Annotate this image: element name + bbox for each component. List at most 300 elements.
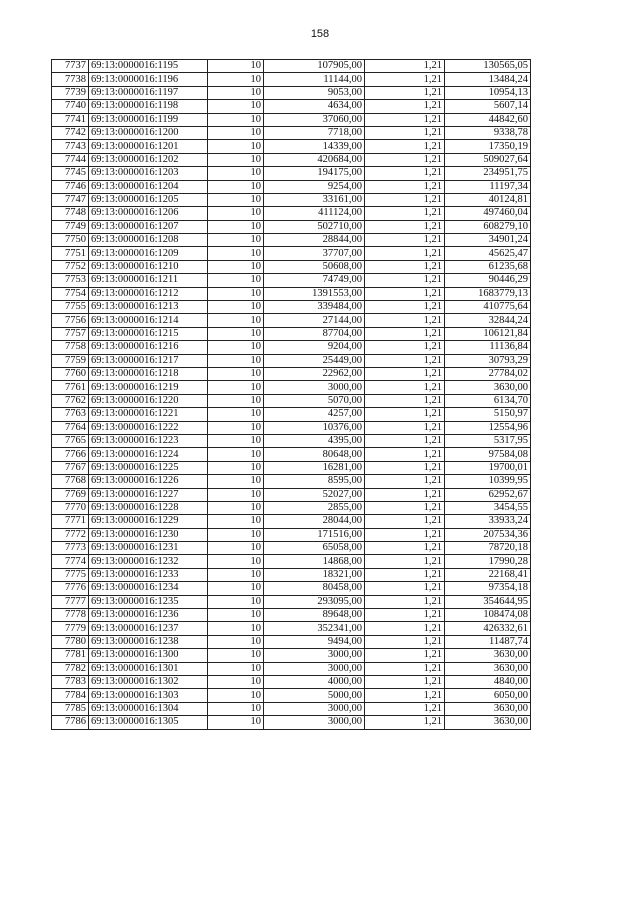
coefficient-cell: 1,21 bbox=[365, 394, 445, 407]
cadastral-number-cell: 69:13:0000016:1210 bbox=[89, 260, 208, 273]
table-row bbox=[52, 60, 531, 73]
rate-cell: 10 bbox=[208, 702, 264, 715]
value-cell: 28044,00 bbox=[264, 515, 365, 528]
rate-cell: 10 bbox=[208, 167, 264, 180]
rate-cell: 10 bbox=[208, 193, 264, 206]
value-cell: 194175,00 bbox=[264, 167, 365, 180]
rate-cell: 10 bbox=[208, 341, 264, 354]
value-cell: 11144,00 bbox=[264, 73, 365, 86]
row-number-cell: 7764 bbox=[52, 421, 89, 434]
rate-cell: 10 bbox=[208, 716, 264, 729]
value-cell: 339484,00 bbox=[264, 301, 365, 314]
rate-cell: 10 bbox=[208, 689, 264, 702]
value-cell: 33161,00 bbox=[264, 193, 365, 206]
row-number-cell: 7752 bbox=[52, 260, 89, 273]
value-cell: 4000,00 bbox=[264, 675, 365, 688]
table-row bbox=[52, 622, 531, 635]
rate-cell: 10 bbox=[208, 220, 264, 233]
table-row bbox=[52, 595, 531, 608]
coefficient-cell: 1,21 bbox=[365, 675, 445, 688]
table-row bbox=[52, 716, 531, 729]
result-cell: 45625,47 bbox=[445, 247, 531, 260]
coefficient-cell: 1,21 bbox=[365, 341, 445, 354]
rate-cell: 10 bbox=[208, 622, 264, 635]
table-row bbox=[52, 461, 531, 474]
rate-cell: 10 bbox=[208, 528, 264, 541]
rate-cell: 10 bbox=[208, 434, 264, 447]
result-cell: 3630,00 bbox=[445, 702, 531, 715]
coefficient-cell: 1,21 bbox=[365, 354, 445, 367]
cadastral-number-cell: 69:13:0000016:1213 bbox=[89, 301, 208, 314]
value-cell: 293095,00 bbox=[264, 595, 365, 608]
result-cell: 3630,00 bbox=[445, 716, 531, 729]
rate-cell: 10 bbox=[208, 649, 264, 662]
row-number-cell: 7755 bbox=[52, 301, 89, 314]
value-cell: 74749,00 bbox=[264, 274, 365, 287]
coefficient-cell: 1,21 bbox=[365, 434, 445, 447]
row-number-cell: 7779 bbox=[52, 622, 89, 635]
table-row bbox=[52, 367, 531, 380]
rate-cell: 10 bbox=[208, 501, 264, 514]
table-row bbox=[52, 73, 531, 86]
result-cell: 6134,70 bbox=[445, 394, 531, 407]
coefficient-cell: 1,21 bbox=[365, 327, 445, 340]
value-cell: 50608,00 bbox=[264, 260, 365, 273]
table-row bbox=[52, 260, 531, 273]
row-number-cell: 7782 bbox=[52, 662, 89, 675]
coefficient-cell: 1,21 bbox=[365, 274, 445, 287]
cadastral-number-cell: 69:13:0000016:1228 bbox=[89, 501, 208, 514]
table-row bbox=[52, 475, 531, 488]
table-row bbox=[52, 341, 531, 354]
row-number-cell: 7740 bbox=[52, 100, 89, 113]
row-number-cell: 7775 bbox=[52, 568, 89, 581]
rate-cell: 10 bbox=[208, 314, 264, 327]
cadastral-number-cell: 69:13:0000016:1301 bbox=[89, 662, 208, 675]
coefficient-cell: 1,21 bbox=[365, 193, 445, 206]
row-number-cell: 7783 bbox=[52, 675, 89, 688]
rate-cell: 10 bbox=[208, 274, 264, 287]
value-cell: 8595,00 bbox=[264, 475, 365, 488]
coefficient-cell: 1,21 bbox=[365, 367, 445, 380]
cadastral-number-cell: 69:13:0000016:1196 bbox=[89, 73, 208, 86]
row-number-cell: 7756 bbox=[52, 314, 89, 327]
row-number-cell: 7750 bbox=[52, 234, 89, 247]
table-row bbox=[52, 126, 531, 139]
table-row bbox=[52, 515, 531, 528]
rate-cell: 10 bbox=[208, 555, 264, 568]
cadastral-number-cell: 69:13:0000016:1233 bbox=[89, 568, 208, 581]
coefficient-cell: 1,21 bbox=[365, 381, 445, 394]
cadastral-number-cell: 69:13:0000016:1229 bbox=[89, 515, 208, 528]
table-row bbox=[52, 381, 531, 394]
cadastral-number-cell: 69:13:0000016:1211 bbox=[89, 274, 208, 287]
coefficient-cell: 1,21 bbox=[365, 180, 445, 193]
value-cell: 3000,00 bbox=[264, 649, 365, 662]
rate-cell: 10 bbox=[208, 381, 264, 394]
value-cell: 27144,00 bbox=[264, 314, 365, 327]
coefficient-cell: 1,21 bbox=[365, 421, 445, 434]
table-row bbox=[52, 153, 531, 166]
coefficient-cell: 1,21 bbox=[365, 542, 445, 555]
cadastral-number-cell: 69:13:0000016:1216 bbox=[89, 341, 208, 354]
rate-cell: 10 bbox=[208, 207, 264, 220]
rate-cell: 10 bbox=[208, 394, 264, 407]
result-cell: 9338,78 bbox=[445, 126, 531, 139]
coefficient-cell: 1,21 bbox=[365, 609, 445, 622]
value-cell: 411124,00 bbox=[264, 207, 365, 220]
table-row bbox=[52, 100, 531, 113]
cadastral-number-cell: 69:13:0000016:1236 bbox=[89, 609, 208, 622]
coefficient-cell: 1,21 bbox=[365, 207, 445, 220]
value-cell: 4257,00 bbox=[264, 408, 365, 421]
table-row bbox=[52, 649, 531, 662]
cadastral-number-cell: 69:13:0000016:1234 bbox=[89, 582, 208, 595]
row-number-cell: 7776 bbox=[52, 582, 89, 595]
value-cell: 28844,00 bbox=[264, 234, 365, 247]
row-number-cell: 7770 bbox=[52, 501, 89, 514]
result-cell: 497460,04 bbox=[445, 207, 531, 220]
row-number-cell: 7786 bbox=[52, 716, 89, 729]
rate-cell: 10 bbox=[208, 542, 264, 555]
row-number-cell: 7768 bbox=[52, 475, 89, 488]
cadastral-number-cell: 69:13:0000016:1237 bbox=[89, 622, 208, 635]
value-cell: 14868,00 bbox=[264, 555, 365, 568]
value-cell: 80648,00 bbox=[264, 448, 365, 461]
cadastral-number-cell: 69:13:0000016:1218 bbox=[89, 367, 208, 380]
coefficient-cell: 1,21 bbox=[365, 716, 445, 729]
cadastral-number-cell: 69:13:0000016:1217 bbox=[89, 354, 208, 367]
table-row bbox=[52, 180, 531, 193]
table-row bbox=[52, 327, 531, 340]
result-cell: 106121,84 bbox=[445, 327, 531, 340]
row-number-cell: 7748 bbox=[52, 207, 89, 220]
cadastral-value-table bbox=[51, 59, 531, 730]
rate-cell: 10 bbox=[208, 260, 264, 273]
table-row bbox=[52, 140, 531, 153]
cadastral-number-cell: 69:13:0000016:1205 bbox=[89, 193, 208, 206]
coefficient-cell: 1,21 bbox=[365, 287, 445, 300]
result-cell: 27784,02 bbox=[445, 367, 531, 380]
cadastral-number-cell: 69:13:0000016:1200 bbox=[89, 126, 208, 139]
row-number-cell: 7754 bbox=[52, 287, 89, 300]
rate-cell: 10 bbox=[208, 354, 264, 367]
cadastral-number-cell: 69:13:0000016:1300 bbox=[89, 649, 208, 662]
value-cell: 9254,00 bbox=[264, 180, 365, 193]
rate-cell: 10 bbox=[208, 86, 264, 99]
table-row bbox=[52, 167, 531, 180]
result-cell: 10954,13 bbox=[445, 86, 531, 99]
cadastral-number-cell: 69:13:0000016:1215 bbox=[89, 327, 208, 340]
result-cell: 5317,95 bbox=[445, 434, 531, 447]
value-cell: 1391553,00 bbox=[264, 287, 365, 300]
cadastral-number-cell: 69:13:0000016:1227 bbox=[89, 488, 208, 501]
row-number-cell: 7781 bbox=[52, 649, 89, 662]
coefficient-cell: 1,21 bbox=[365, 113, 445, 126]
row-number-cell: 7772 bbox=[52, 528, 89, 541]
cadastral-number-cell: 69:13:0000016:1305 bbox=[89, 716, 208, 729]
coefficient-cell: 1,21 bbox=[365, 60, 445, 73]
cadastral-number-cell: 69:13:0000016:1231 bbox=[89, 542, 208, 555]
rate-cell: 10 bbox=[208, 60, 264, 73]
value-cell: 352341,00 bbox=[264, 622, 365, 635]
value-cell: 4395,00 bbox=[264, 434, 365, 447]
result-cell: 108474,08 bbox=[445, 609, 531, 622]
result-cell: 509027,64 bbox=[445, 153, 531, 166]
table-row bbox=[52, 207, 531, 220]
coefficient-cell: 1,21 bbox=[365, 662, 445, 675]
row-number-cell: 7769 bbox=[52, 488, 89, 501]
row-number-cell: 7761 bbox=[52, 381, 89, 394]
rate-cell: 10 bbox=[208, 327, 264, 340]
rate-cell: 10 bbox=[208, 421, 264, 434]
row-number-cell: 7765 bbox=[52, 434, 89, 447]
table-row bbox=[52, 408, 531, 421]
row-number-cell: 7743 bbox=[52, 140, 89, 153]
result-cell: 32844,24 bbox=[445, 314, 531, 327]
coefficient-cell: 1,21 bbox=[365, 408, 445, 421]
row-number-cell: 7739 bbox=[52, 86, 89, 99]
cadastral-number-cell: 69:13:0000016:1202 bbox=[89, 153, 208, 166]
result-cell: 17350,19 bbox=[445, 140, 531, 153]
table-row bbox=[52, 113, 531, 126]
rate-cell: 10 bbox=[208, 287, 264, 300]
value-cell: 3000,00 bbox=[264, 662, 365, 675]
result-cell: 97354,18 bbox=[445, 582, 531, 595]
row-number-cell: 7738 bbox=[52, 73, 89, 86]
result-cell: 33933,24 bbox=[445, 515, 531, 528]
result-cell: 22168,41 bbox=[445, 568, 531, 581]
row-number-cell: 7773 bbox=[52, 542, 89, 555]
table-row bbox=[52, 354, 531, 367]
value-cell: 37060,00 bbox=[264, 113, 365, 126]
cadastral-number-cell: 69:13:0000016:1208 bbox=[89, 234, 208, 247]
row-number-cell: 7785 bbox=[52, 702, 89, 715]
rate-cell: 10 bbox=[208, 100, 264, 113]
table-row bbox=[52, 193, 531, 206]
value-cell: 80458,00 bbox=[264, 582, 365, 595]
coefficient-cell: 1,21 bbox=[365, 622, 445, 635]
cadastral-number-cell: 69:13:0000016:1232 bbox=[89, 555, 208, 568]
coefficient-cell: 1,21 bbox=[365, 501, 445, 514]
row-number-cell: 7742 bbox=[52, 126, 89, 139]
result-cell: 3630,00 bbox=[445, 649, 531, 662]
result-cell: 97584,08 bbox=[445, 448, 531, 461]
rate-cell: 10 bbox=[208, 635, 264, 648]
table-row bbox=[52, 274, 531, 287]
rate-cell: 10 bbox=[208, 301, 264, 314]
row-number-cell: 7746 bbox=[52, 180, 89, 193]
row-number-cell: 7749 bbox=[52, 220, 89, 233]
table-row bbox=[52, 287, 531, 300]
cadastral-number-cell: 69:13:0000016:1199 bbox=[89, 113, 208, 126]
cadastral-number-cell: 69:13:0000016:1220 bbox=[89, 394, 208, 407]
row-number-cell: 7774 bbox=[52, 555, 89, 568]
coefficient-cell: 1,21 bbox=[365, 301, 445, 314]
result-cell: 5150,97 bbox=[445, 408, 531, 421]
result-cell: 40124,81 bbox=[445, 193, 531, 206]
table-row bbox=[52, 555, 531, 568]
value-cell: 3000,00 bbox=[264, 702, 365, 715]
result-cell: 11136,84 bbox=[445, 341, 531, 354]
result-cell: 13484,24 bbox=[445, 73, 531, 86]
rate-cell: 10 bbox=[208, 448, 264, 461]
table-row bbox=[52, 702, 531, 715]
result-cell: 10399,95 bbox=[445, 475, 531, 488]
value-cell: 3000,00 bbox=[264, 381, 365, 394]
table-row bbox=[52, 86, 531, 99]
table-row bbox=[52, 609, 531, 622]
cadastral-number-cell: 69:13:0000016:1212 bbox=[89, 287, 208, 300]
row-number-cell: 7766 bbox=[52, 448, 89, 461]
table-row bbox=[52, 675, 531, 688]
table-row bbox=[52, 568, 531, 581]
cadastral-number-cell: 69:13:0000016:1203 bbox=[89, 167, 208, 180]
result-cell: 30793,29 bbox=[445, 354, 531, 367]
cadastral-number-cell: 69:13:0000016:1303 bbox=[89, 689, 208, 702]
value-cell: 420684,00 bbox=[264, 153, 365, 166]
value-cell: 16281,00 bbox=[264, 461, 365, 474]
rate-cell: 10 bbox=[208, 180, 264, 193]
value-cell: 65058,00 bbox=[264, 542, 365, 555]
coefficient-cell: 1,21 bbox=[365, 475, 445, 488]
result-cell: 61235,68 bbox=[445, 260, 531, 273]
table-row bbox=[52, 448, 531, 461]
coefficient-cell: 1,21 bbox=[365, 635, 445, 648]
value-cell: 9053,00 bbox=[264, 86, 365, 99]
row-number-cell: 7778 bbox=[52, 609, 89, 622]
value-cell: 7718,00 bbox=[264, 126, 365, 139]
table-row bbox=[52, 301, 531, 314]
row-number-cell: 7762 bbox=[52, 394, 89, 407]
table-body bbox=[52, 60, 531, 730]
value-cell: 9494,00 bbox=[264, 635, 365, 648]
cadastral-number-cell: 69:13:0000016:1206 bbox=[89, 207, 208, 220]
value-cell: 18321,00 bbox=[264, 568, 365, 581]
coefficient-cell: 1,21 bbox=[365, 689, 445, 702]
coefficient-cell: 1,21 bbox=[365, 582, 445, 595]
coefficient-cell: 1,21 bbox=[365, 595, 445, 608]
cadastral-number-cell: 69:13:0000016:1223 bbox=[89, 434, 208, 447]
rate-cell: 10 bbox=[208, 675, 264, 688]
coefficient-cell: 1,21 bbox=[365, 100, 445, 113]
rate-cell: 10 bbox=[208, 461, 264, 474]
value-cell: 9204,00 bbox=[264, 341, 365, 354]
coefficient-cell: 1,21 bbox=[365, 86, 445, 99]
result-cell: 5607,14 bbox=[445, 100, 531, 113]
table-row bbox=[52, 421, 531, 434]
cadastral-number-cell: 69:13:0000016:1224 bbox=[89, 448, 208, 461]
row-number-cell: 7753 bbox=[52, 274, 89, 287]
table-row bbox=[52, 488, 531, 501]
coefficient-cell: 1,21 bbox=[365, 702, 445, 715]
coefficient-cell: 1,21 bbox=[365, 528, 445, 541]
result-cell: 19700,01 bbox=[445, 461, 531, 474]
result-cell: 78720,18 bbox=[445, 542, 531, 555]
table-row bbox=[52, 689, 531, 702]
rate-cell: 10 bbox=[208, 247, 264, 260]
value-cell: 5070,00 bbox=[264, 394, 365, 407]
rate-cell: 10 bbox=[208, 367, 264, 380]
rate-cell: 10 bbox=[208, 609, 264, 622]
rate-cell: 10 bbox=[208, 140, 264, 153]
coefficient-cell: 1,21 bbox=[365, 448, 445, 461]
value-cell: 14339,00 bbox=[264, 140, 365, 153]
table-row bbox=[52, 247, 531, 260]
row-number-cell: 7757 bbox=[52, 327, 89, 340]
coefficient-cell: 1,21 bbox=[365, 220, 445, 233]
row-number-cell: 7767 bbox=[52, 461, 89, 474]
row-number-cell: 7758 bbox=[52, 341, 89, 354]
rate-cell: 10 bbox=[208, 475, 264, 488]
value-cell: 5000,00 bbox=[264, 689, 365, 702]
value-cell: 10376,00 bbox=[264, 421, 365, 434]
row-number-cell: 7741 bbox=[52, 113, 89, 126]
row-number-cell: 7751 bbox=[52, 247, 89, 260]
value-cell: 25449,00 bbox=[264, 354, 365, 367]
page-number: 158 bbox=[310, 28, 330, 40]
result-cell: 11197,34 bbox=[445, 180, 531, 193]
value-cell: 3000,00 bbox=[264, 716, 365, 729]
result-cell: 3454,55 bbox=[445, 501, 531, 514]
table-row bbox=[52, 528, 531, 541]
value-cell: 52027,00 bbox=[264, 488, 365, 501]
cadastral-number-cell: 69:13:0000016:1221 bbox=[89, 408, 208, 421]
row-number-cell: 7759 bbox=[52, 354, 89, 367]
result-cell: 234951,75 bbox=[445, 167, 531, 180]
coefficient-cell: 1,21 bbox=[365, 488, 445, 501]
rate-cell: 10 bbox=[208, 113, 264, 126]
row-number-cell: 7771 bbox=[52, 515, 89, 528]
coefficient-cell: 1,21 bbox=[365, 167, 445, 180]
cadastral-number-cell: 69:13:0000016:1219 bbox=[89, 381, 208, 394]
cadastral-number-cell: 69:13:0000016:1207 bbox=[89, 220, 208, 233]
rate-cell: 10 bbox=[208, 488, 264, 501]
coefficient-cell: 1,21 bbox=[365, 515, 445, 528]
row-number-cell: 7744 bbox=[52, 153, 89, 166]
coefficient-cell: 1,21 bbox=[365, 140, 445, 153]
coefficient-cell: 1,21 bbox=[365, 649, 445, 662]
value-cell: 37707,00 bbox=[264, 247, 365, 260]
result-cell: 17990,28 bbox=[445, 555, 531, 568]
result-cell: 12554,96 bbox=[445, 421, 531, 434]
result-cell: 1683779,13 bbox=[445, 287, 531, 300]
coefficient-cell: 1,21 bbox=[365, 73, 445, 86]
result-cell: 354644,95 bbox=[445, 595, 531, 608]
result-cell: 6050,00 bbox=[445, 689, 531, 702]
cadastral-number-cell: 69:13:0000016:1198 bbox=[89, 100, 208, 113]
coefficient-cell: 1,21 bbox=[365, 461, 445, 474]
cadastral-number-cell: 69:13:0000016:1222 bbox=[89, 421, 208, 434]
result-cell: 3630,00 bbox=[445, 381, 531, 394]
value-cell: 89648,00 bbox=[264, 609, 365, 622]
row-number-cell: 7745 bbox=[52, 167, 89, 180]
row-number-cell: 7777 bbox=[52, 595, 89, 608]
value-cell: 2855,00 bbox=[264, 501, 365, 514]
cadastral-number-cell: 69:13:0000016:1302 bbox=[89, 675, 208, 688]
result-cell: 44842,60 bbox=[445, 113, 531, 126]
result-cell: 11487,74 bbox=[445, 635, 531, 648]
rate-cell: 10 bbox=[208, 662, 264, 675]
rate-cell: 10 bbox=[208, 73, 264, 86]
value-cell: 87704,00 bbox=[264, 327, 365, 340]
coefficient-cell: 1,21 bbox=[365, 247, 445, 260]
table-row bbox=[52, 501, 531, 514]
rate-cell: 10 bbox=[208, 595, 264, 608]
row-number-cell: 7737 bbox=[52, 60, 89, 73]
cadastral-number-cell: 69:13:0000016:1204 bbox=[89, 180, 208, 193]
cadastral-number-cell: 69:13:0000016:1197 bbox=[89, 86, 208, 99]
